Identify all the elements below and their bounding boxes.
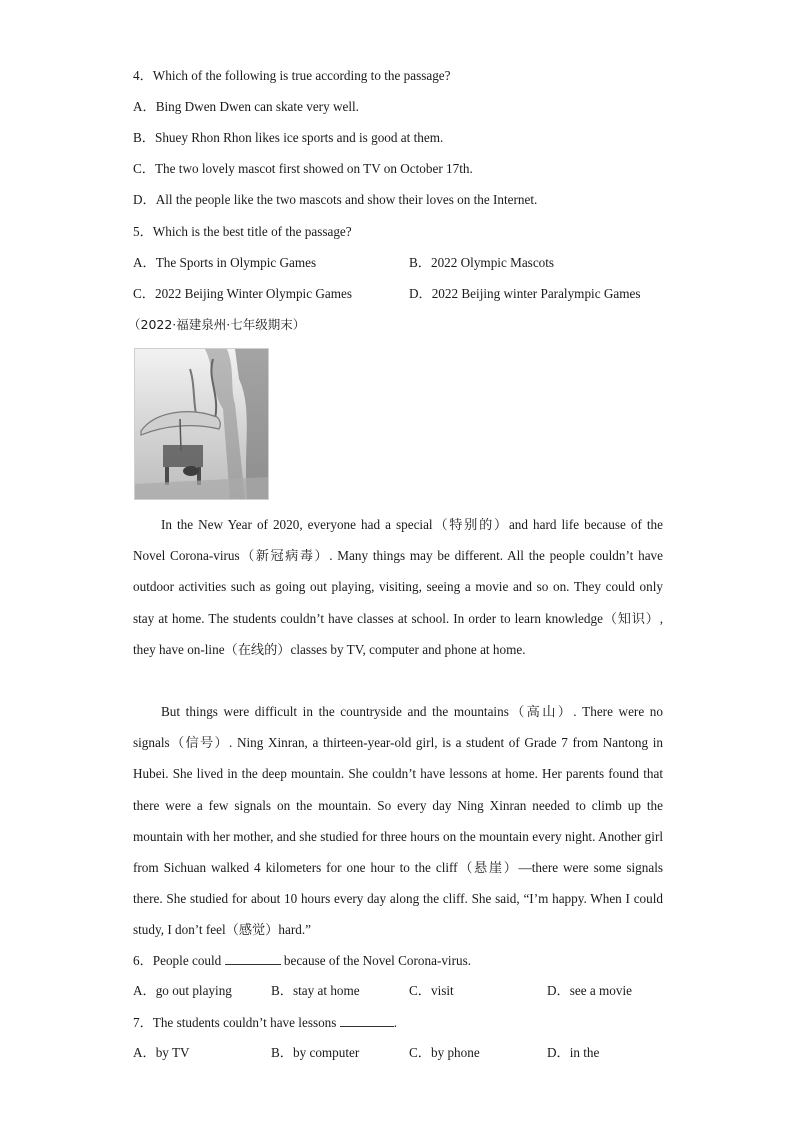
question-4-option-b: B．Shuey Rhon Rhon likes ice sports and is good at them. (133, 130, 444, 145)
question-5-option-b: B．2022 Olympic Mascots (409, 255, 555, 270)
umbrella-photo (134, 348, 269, 500)
question-6-option-a: A．go out playing (133, 983, 232, 998)
question-7-option-b: B．by computer (271, 1045, 360, 1060)
question-6-option-c: C．visit (409, 983, 454, 998)
question-7-option-d: D．in the (547, 1045, 600, 1060)
question-7-option-a: A．by TV (133, 1045, 190, 1060)
question-7-stem: 7．The students couldn’t have lessons . (133, 1015, 397, 1030)
question-4-option-c: C．The two lovely mascot first showed on TV on October 17th. (133, 161, 473, 176)
umbrella-in-rain-image (135, 349, 268, 499)
question-7-option-c: C．by phone (409, 1045, 480, 1060)
answer-blank[interactable] (340, 1014, 394, 1027)
question-5-option-a: A．The Sports in Olympic Games (133, 255, 317, 270)
question-6-stem: 6．People could because of the Novel Corona-virus. (133, 953, 472, 968)
source-note: （2022·福建泉州·七年级期末） (128, 317, 306, 332)
question-4-option-d: D．All the people like the two mascots and show their loves on the Internet. (133, 192, 538, 207)
passage-paragraph-1: In the New Year of 2020, everyone had a special（特别的）and hard life because of the Novel Corona-virus（新冠病毒）. Many things may be different. All the people couldn’t have outdoor activities such as going out playing, visiting, seeing a movie and so on. They could only stay at home. The students couldn’t have classes at school. In order to learn knowledge（知识）, they have on-line（在线的）classes by TV, computer and phone at home. (133, 517, 663, 657)
question-4-option-a: A．Bing Dwen Dwen can skate very well. (133, 99, 359, 114)
question-6-option-b: B．stay at home (271, 983, 360, 998)
question-5-option-d: D．2022 Beijing winter Paralympic Games (409, 286, 641, 301)
question-6-option-d: D．see a movie (547, 983, 632, 998)
question-5-stem: 5．Which is the best title of the passage? (133, 224, 352, 239)
question-4-stem: 4．Which of the following is true according to the passage? (133, 68, 451, 83)
answer-blank[interactable] (225, 952, 281, 965)
passage-paragraph-2: But things were difficult in the countryside and the mountains（高山）. There were no signals（信号）. Ning Xinran, a thirteen-year-old girl, is a student of Grade 7 from Nantong in Hubei. She lived in the deep mountain. She couldn’t have lessons at home. Her parents found that there were a few signals on the mountain. So every day Ning Xinran needed to climb up the mountain with her mother, and she studied for three hours on the mountain every night. Another girl from Sichuan walked 4 kilometers for one hour to the cliff（悬崖）—there were some signals there. She studied for about 10 hours every day along the cliff. She said, “I’m happy. When I could study, I don’t feel（感觉）hard.” (133, 704, 663, 938)
question-5-option-c: C．2022 Beijing Winter Olympic Games (133, 286, 352, 301)
